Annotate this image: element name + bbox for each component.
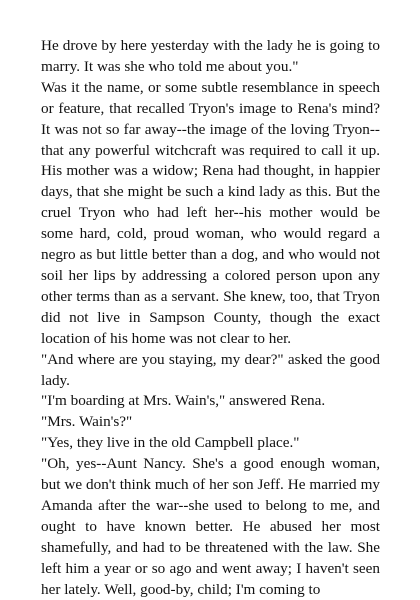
paragraph: "Yes, they live in the old Campbell place." [41,434,300,452]
paragraph: "Mrs. Wain's?" [41,413,133,431]
paragraph: "And where are you staying, my dear?" asked the good lady. [41,350,380,389]
paragraph: "Oh, yes--Aunt Nancy. She's a good enough woman, but we don't think much of her son Jeff. He married my Amanda after the war--she used to belong to me, and ought to have known better. He abused her most shamefully, and had to be threatened with the law. She left him a year or so ago and went away; I haven't seen her lately. Well, good-by, child; I'm coming to [41,455,380,598]
paragraph: "I'm boarding at Mrs. Wain's," answered Rena. [41,392,326,410]
paragraph: He drove by here yesterday with the lady he is going to marry. It was she who told me about you." [41,37,380,75]
paragraph: Was it the name, or some subtle resemblance in speech or feature, that recalled Tryon's image to Rena's mind? It was not so far away--the image of the loving Tryon--that any powerful witchcraft was required to call it up. His mother was a widow; Rena had thought, in happier days, that she might be such a kind lady as this. But the cruel Tryon who had left her--his mother would be some hard, cold, proud woman, who would regard a negro as but little better than a dog, and who would not soil her lips by addressing a colored person upon any other terms than as a servant. She knew, too, that Tryon did not live in Sampson County, though the exact location of his home was not clear to her. [41,78,380,347]
